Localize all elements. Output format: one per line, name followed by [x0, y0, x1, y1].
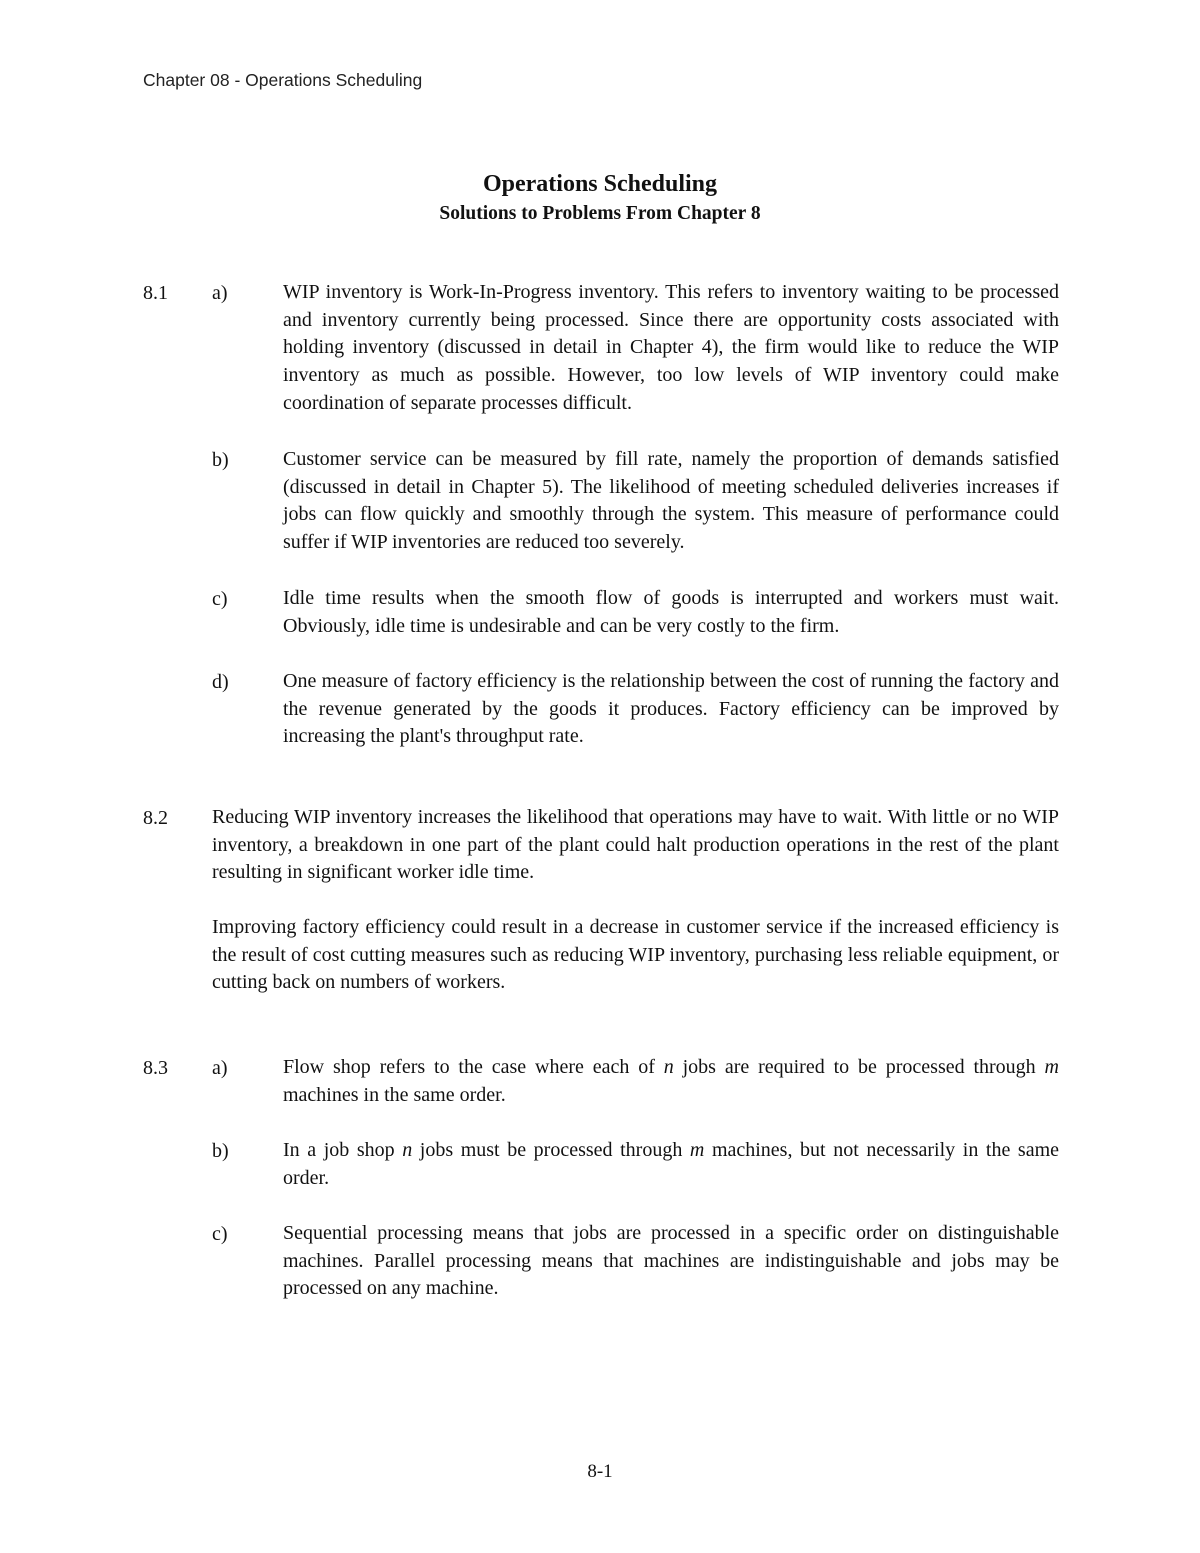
answer-8-3-b [283, 1137, 1059, 1192]
part-label-8-1-a: a) [212, 282, 228, 304]
answer-8-3-b-text-3: machines, but not necessarily in the same order. [283, 1139, 1060, 1189]
variable-m: m [1044, 1056, 1059, 1078]
problem-number-8-1: 8.1 [143, 282, 168, 304]
answer-8-2-paragraph-1: Reducing WIP inventory increases the likelihood that operations may have to wait. With little or no WIP inventory, a breakdown in one part of the plant could halt production operations in the rest of the plant resulting in significant worker idle time. [212, 806, 1059, 884]
running-head: Chapter 08 - Operations Scheduling [143, 70, 423, 90]
page-subtitle: Solutions to Problems From Chapter 8 [439, 203, 761, 224]
page-title: Operations Scheduling [482, 171, 718, 197]
answer-8-3-a-text-2: jobs are required to be processed through [673, 1056, 1045, 1078]
problem-number-8-3: 8.3 [143, 1057, 168, 1079]
variable-n: n [663, 1056, 674, 1078]
answer-8-3-a-text-1: Flow shop refers to the case where each of [283, 1056, 664, 1078]
answer-8-3-a [283, 1054, 1059, 1109]
part-label-8-1-c: c) [212, 588, 228, 610]
variable-m: m [689, 1139, 705, 1161]
variable-n: n [402, 1139, 413, 1161]
part-label-8-3-a: a) [212, 1057, 228, 1079]
answer-8-3-b-text-2: jobs must be processed through [412, 1139, 690, 1161]
page-number: 8-1 [587, 1461, 613, 1482]
answer-8-1-b: Customer service can be measured by fill rate, namely the proportion of demands satisfied (discussed in detail in Chapter 5). The likelihood of meeting scheduled deliveries increases if jobs can flow quickly and smoothly through the system. This measure of performance could suffer if WIP inventories are reduced too severely. [283, 448, 1059, 554]
answer-8-2-paragraph-2: Improving factory efficiency could result in a decrease in customer service if the increased efficiency is the result of cost cutting measures such as reducing WIP inventory, purchasing less reliable equipment, or cutting back on numbers of workers. [212, 916, 1059, 994]
problem-number-8-2: 8.2 [143, 807, 168, 829]
part-label-8-1-d: d) [212, 671, 229, 693]
answer-8-1-d: One measure of factory efficiency is the relationship between the cost of running the factory and the revenue generated by the goods it produces. Factory efficiency can be improved by increasing the plant's throughput rate. [283, 670, 1059, 748]
answer-8-3-b-text-1: In a job shop [283, 1139, 403, 1161]
answer-8-3-c: Sequential processing means that jobs are processed in a specific order on distinguishable machines. Parallel processing means that machines are indistinguishable and jobs may be processed on any machine. [283, 1222, 1059, 1300]
part-label-8-3-c: c) [212, 1223, 228, 1245]
answer-8-1-a: WIP inventory is Work-In-Progress inventory. This refers to inventory waiting to be processed and inventory currently being processed. Since there are opportunity costs associated with holding inventory (discussed in detail in Chapter 4), the firm would like to reduce the WIP inventory as much as possible. However, too low levels of WIP inventory could make coordination of separate processes difficult. [283, 281, 1059, 414]
answer-8-3-a-text-3: machines in the same order. [283, 1083, 506, 1106]
answer-8-1-c: Idle time results when the smooth flow of goods is interrupted and workers must wait. Obviously, idle time is undesirable and can be very costly to the firm. [283, 587, 1059, 637]
part-label-8-1-b: b) [212, 449, 229, 471]
part-label-8-3-b: b) [212, 1140, 229, 1162]
